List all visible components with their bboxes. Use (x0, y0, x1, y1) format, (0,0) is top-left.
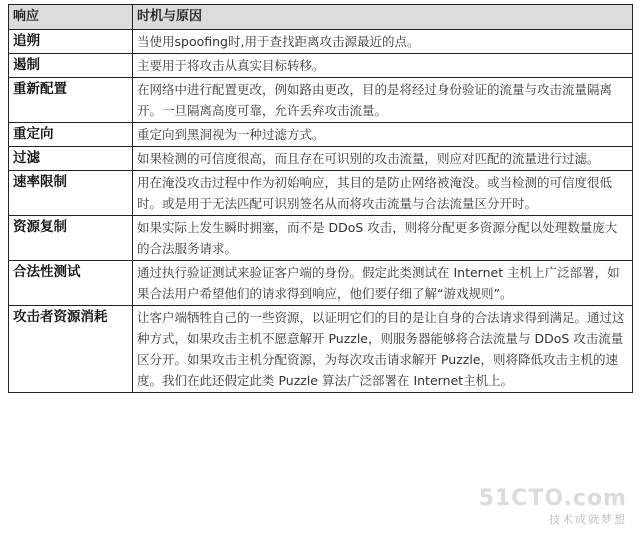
header-response: 响应 (9, 5, 133, 30)
watermark (479, 486, 627, 527)
row-term: 重新配置 (9, 78, 133, 123)
table-header-row (9, 5, 633, 30)
row-term: 追朔 (9, 30, 133, 54)
row-term: 过滤 (9, 147, 133, 171)
table-row (9, 171, 633, 216)
table-row (9, 78, 633, 123)
row-description: 让客户端牺牲自己的一些资源，以证明它们的目的是让自身的合法请求得到满足。通过这种方式，如果攻击主机不愿意解开 Puzzle，则服务器能够将合法流量与 DDoS 攻击流量区分开。如果攻击主机分配资源，为每次攻击请求解开 Puzzle，则将降低攻击主机的速度。我们在此还假定此类 Puzzle 算法广泛部署在 Internet主机上。 (133, 306, 633, 393)
table-row (9, 306, 633, 393)
watermark-tagline: 技术成就梦想 (549, 513, 627, 526)
table-row (9, 54, 633, 78)
header-timing-reason: 时机与原因 (133, 5, 633, 30)
table-row (9, 216, 633, 261)
row-term: 遏制 (9, 54, 133, 78)
row-description: 重定向到黑洞视为一种过滤方式。 (133, 123, 633, 147)
table-row (9, 123, 633, 147)
table-row (9, 261, 633, 306)
row-description: 主要用于将攻击从真实目标转移。 (133, 54, 633, 78)
row-description: 在网络中进行配置更改，例如路由更改，目的是将经过身份验证的流量与攻击流量隔离开。一旦隔离高度可靠，允许丢弃攻击流量。 (133, 78, 633, 123)
table-row (9, 30, 633, 54)
row-description: 当使用spoofing时,用于查找距离攻击源最近的点。 (133, 30, 633, 54)
row-term: 重定向 (9, 123, 133, 147)
row-term: 资源复制 (9, 216, 133, 261)
table-row (9, 147, 633, 171)
row-description: 用在淹没攻击过程中作为初始响应，其目的是防止网络被淹没。或当检测的可信度很低时。或是用于无法匹配可识别签名从而将攻击流量与合法流量区分开时。 (133, 171, 633, 216)
row-description: 如果实际上发生瞬时拥塞，而不是 DDoS 攻击，则将分配更多资源分配以处理数量庞大的合法服务请求。 (133, 216, 633, 261)
response-table (8, 4, 633, 393)
watermark-site: 51CTO.com (478, 486, 627, 511)
row-term: 速率限制 (9, 171, 133, 216)
row-term: 攻击者资源消耗 (9, 306, 133, 393)
row-term: 合法性测试 (9, 261, 133, 306)
row-description: 通过执行验证测试来验证客户端的身份。假定此类测试在 Internet 主机上广泛部署，如果合法用户希望他们的请求得到响应，他们要仔细了解“游戏规则”。 (133, 261, 633, 306)
row-description: 如果检测的可信度很高，而且存在可识别的攻击流量，则应对匹配的流量进行过滤。 (133, 147, 633, 171)
